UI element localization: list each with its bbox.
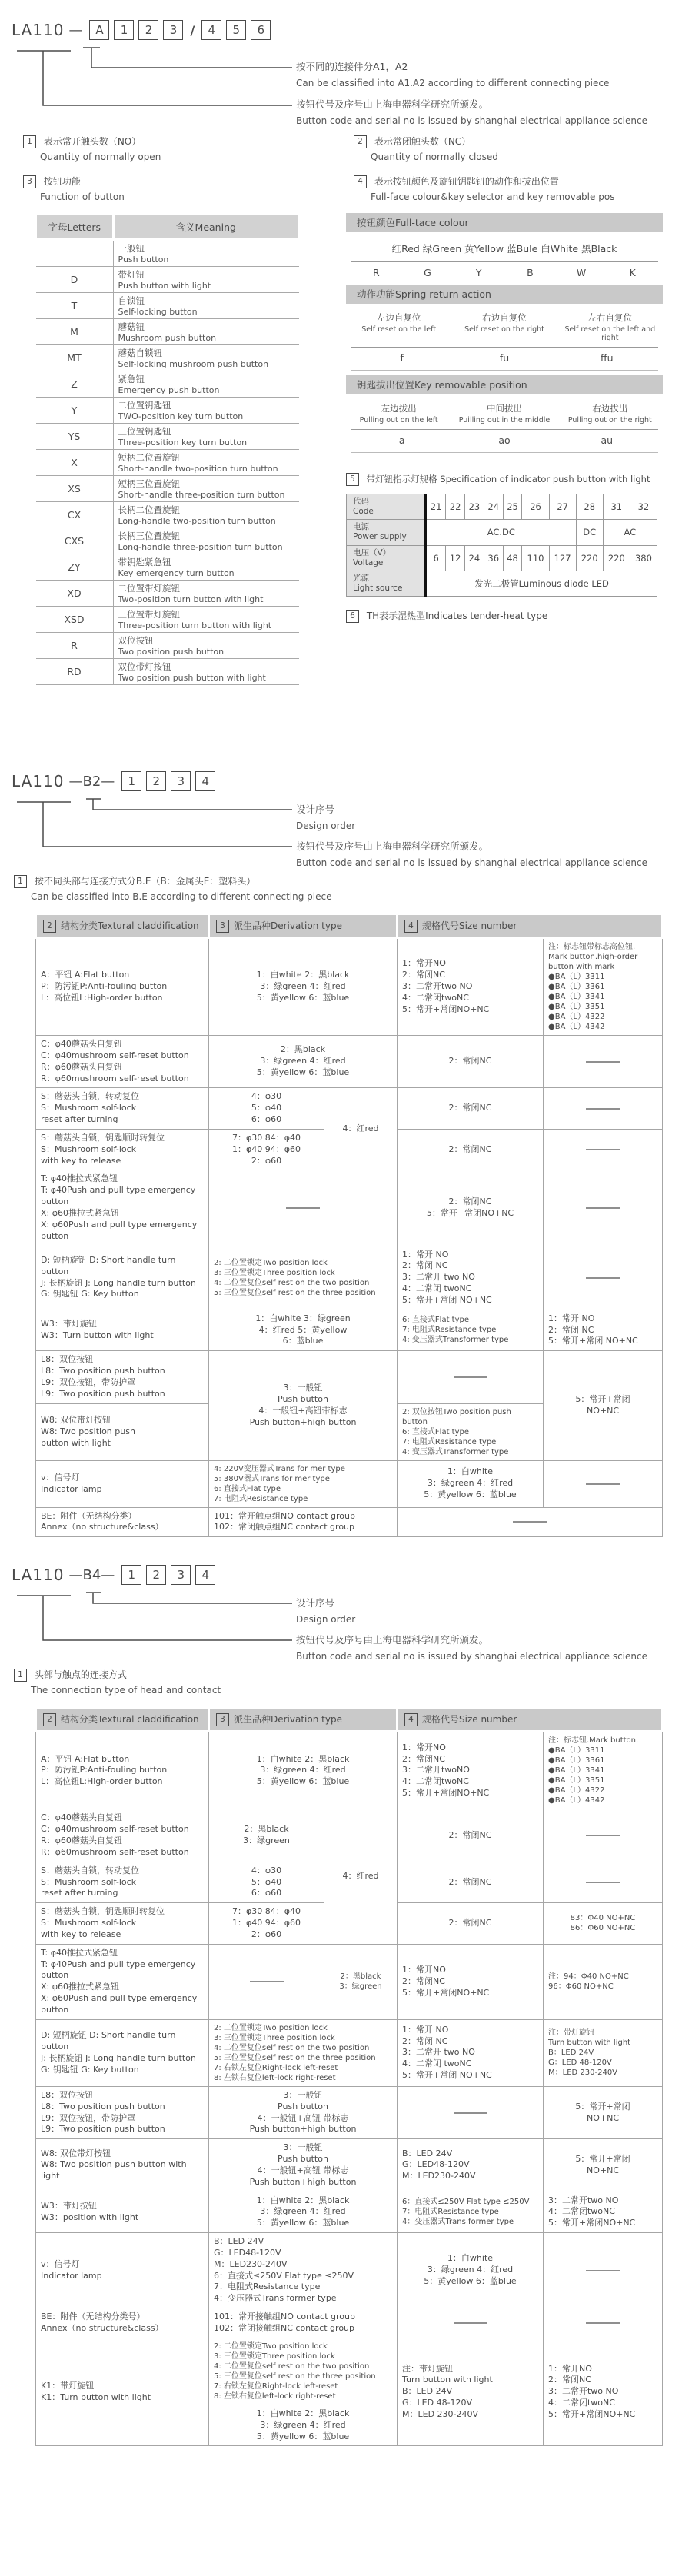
code-box-3: 3 (163, 20, 183, 40)
table-row: T: φ40推拉式紧急钮 T: φ40Push and pull type emergency button X: φ60推拉式紧急钮 X: φ60Push and pull type emergency button 2：常闭NC 5：常开+常闭NO+NC (36, 1170, 663, 1246)
table-row: MT 蘑菇自锁钮 Self-locking mushroom push button (36, 345, 299, 371)
colour-codes: R G Y B W K (351, 261, 658, 285)
item-1-number: 1 (23, 135, 36, 148)
model-b4-middle: —B4— (68, 1566, 115, 1583)
table-row: XS 短柄三位置旋钮 Short-handle three-position turn button (36, 476, 299, 502)
b4-item-1-en: The connection type of head and contact (31, 1685, 221, 1696)
table-row: CXS 长柄三位置旋钮 Long-handle three-position turn button (36, 528, 299, 554)
item-4-en: Full-face colour&key selector and key removable pos (371, 191, 615, 202)
table-row: 代码 Code 21 22 23 24 25 26 27 28 31 32 (347, 494, 657, 520)
item-2-en: Quantity of normally closed (371, 151, 498, 162)
item-5-number: 5 (346, 473, 359, 486)
table-row: BE：附件（无结构分类） Annex（no structure&class） 101：常开触点组NO contact group 102：常闭触点组NC contact group (36, 1507, 663, 1537)
serial-cn: 按钮代号及序号由上海电器科学研究所颁发。 (296, 1634, 489, 1646)
slash: / (190, 22, 195, 38)
b4-item-1-cn: 头部与触点的连接方式 (34, 1669, 127, 1681)
table-row: W3：带灯按钮 W3：position with light 1：白white 2：黑black 3：绿green 4：红red 5：黄yellow 6：蓝blue 6：直接式≤250V Flat type ≤250V 7：电阻式Resistance type 4：变压器式Trans former type 3：二常开two NO 4：二常闭twoNC 5：常开+常闭NO+NC (36, 2192, 663, 2233)
code-box-a: A (89, 20, 109, 40)
dash: — (68, 22, 83, 38)
item-6-text: TH表示湿热型Indicates tender-heat type (366, 611, 548, 621)
item-3 (23, 175, 354, 202)
table-row: C：φ40蘑菇头自复钮 C：φ40mushroom self-reset button R：φ60蘑菇头自复钮 R：φ60mushroom self-reset button 2：黑black 3：绿green 4：红red 2：常闭NC (36, 1809, 663, 1862)
table-row: YS 三位置钥匙钮 Three-position key turn button (36, 424, 299, 450)
table-row: CX 长柄二位置旋钮 Long-handle two-position turn button (36, 502, 299, 528)
table-row: T: φ40推拉式紧急钮 T: φ40Push and pull type emergency button X: φ60推拉式紧急钮 X: φ60Push and pull type emergency button 2：黑black 3：绿green 1：常开NO 2：常闭NC 5：常开+常闭NO+NC 注：94：Φ40 NO+NC 96：Φ60 NO+NC (36, 1944, 663, 2019)
k1-lock-options: 2: 二位置锁定Two position lock 3: 三位置锁定Three position lock 4: 二位置复位self rest on the two position 5: 三位置复位self rest on the three position 7: 右锁左复位Right-lock left-reset 8: 左锁右复位left-lock right-reset (214, 2341, 392, 2405)
item-4 (354, 175, 692, 202)
table-row: v：信号灯 Indicator lamp 4: 220V变压器式Trans for mer type 5: 380V器式Trans for mer type 6: 直接式Flat type 7: 电阻式Resistance type 1：白white 3：绿green 4：红red 5：黄yellow 6：蓝blue (36, 1460, 663, 1507)
table-row: K1：带灯旋钮 K1：Turn button with light 2: 二位置锁定Two position lock 3: 三位置锁定Three position lock 4: 二位置复位self rest on the two position 5: 三位置复位self rest on the three position 7: 右锁左复位Right-lock left-reset 8: 左锁右复位left-lock right-reset 1：白white 2：黑black 3：绿green 4：红red 5：黄yellow 6：蓝blue 注：带灯旋钮 Turn button with light B：LED 24V G：LED 48-120V M：LED 230-240V 1：常开NO 2：常闭NC 3：二常开two NO 4：二常闭twoNC 5：常开+常闭NO+NC (36, 2338, 663, 2446)
table-row: 电压（V） Voltage 6 12 24 36 48 110 127 220 220 380 (347, 545, 657, 571)
item-4-cn: 表示按钮颜色及旋钮钥匙钮的动作和拔出位置 (374, 176, 559, 187)
table-row: X 短柄二位置旋钮 Short-handle two-position turn button (36, 450, 299, 476)
code-box-1: 1 (121, 1565, 141, 1585)
design-order-cn: 设计序号 (296, 804, 335, 815)
legend-items (0, 135, 692, 202)
model-a-diagram (0, 0, 692, 135)
design-order-en: Design order (296, 1614, 356, 1626)
table-row: A：平钮 A:Flat button P：防污钮P:Anti-fouling button L：高位钮L:High-order button 1：白white 2：黑black 3：绿green 4：红red 5：黄yellow 6：蓝blue 1：常开NO 2：常闭NC 3：二常开twoNO 4：二常闭twoNC 5：常开+常闭NO+NC 注：标志钮.Mark button. ●BA（L）3311 ●BA（L）3361 ●BA（L）3341 ●BA（L）3351 ●BA（L）4322 ●BA（L）4342 (36, 1732, 663, 1809)
serial-cn: 按钮代号及序号由上海电器科学研究所颁发。 (296, 840, 489, 852)
code-box-4: 4 (201, 20, 221, 40)
table-row: W8: 双位带灯按钮 W8: Two position push button with light 2: 双位按钮Two position push button 6: 直接式Flat type 7: 电阻式Resistance type 4: 变压器式Transformer type (36, 1403, 663, 1460)
b4-item-1-number: 1 (14, 1669, 27, 1682)
code-box-4: 4 (195, 771, 215, 791)
colour-header-bar: 按钮颜色Full-tace colour (346, 213, 663, 232)
note-connecting-piece-cn: 按不同的连接件分A1，A2 (296, 61, 408, 72)
table-row: S：蘑菇头自锁，钥匙顺时转复位 S：Mushroom solf-lock with key to release 7：φ30 84：φ40 1：φ40 94：φ60 2：φ60 2：常闭NC (36, 1129, 663, 1170)
note-connecting-piece-en: Can be classified into A1.A2 according to different connecting piece (296, 78, 610, 88)
item-1 (23, 135, 354, 162)
table-header-row: 2 结构分类Textural claddification 3 派生品种Derivation type 4 规格代号Size number (36, 914, 663, 938)
table-row: 电源 Power supply AC.DC DC AC (347, 520, 657, 545)
spring-action-options: 左边自复位 Self reset on the left 右边自复位 Self reset on the right 左右自复位 Self reset on the left and right (361, 312, 656, 342)
model-a-code (12, 20, 273, 40)
table-row: XD 二位置带灯旋钮 Two-position turn button with light (36, 581, 299, 607)
key-position-options: 左边拔出 Pulling out on the left 中间拔出 Puilling out in the middle 右边拔出 Pulling out on the right (359, 403, 652, 424)
item-3-cn: 按钮功能 (43, 176, 81, 187)
code-box-1: 1 (121, 771, 141, 791)
code-box-2: 2 (146, 771, 166, 791)
design-order-cn: 设计序号 (296, 1597, 335, 1609)
code-box-3: 3 (171, 771, 191, 791)
item-2 (354, 135, 692, 162)
table-row: S：蘑菇头自锁，转动复位 S：Mushroom solf-lock reset after turning 4：φ30 5：φ40 6：φ60 2：常闭NC (36, 1862, 663, 1903)
table-row: S：蘑菇头自锁，钥匙顺时转复位 S：Mushroom solf-lock with key to release 7：φ30 84：φ40 1：φ40 94：φ60 2：φ60 2：常闭NC 83：Φ40 NO+NC 86：Φ60 NO+NC (36, 1903, 663, 1945)
table-row: S：蘑菇头自锁，转动复位 S：Mushroom solf-lock reset after turning 4：φ30 5：φ40 6：φ60 4：红red 2：常闭NC (36, 1088, 663, 1130)
shared-red-cell: 4：红red (324, 1088, 398, 1170)
colour-names: 红Red 绿Green 黄Yellow 蓝Bule 白White 黑Black (391, 243, 617, 255)
code-box-3: 3 (171, 1565, 191, 1585)
b2-item-1 (0, 874, 692, 902)
b4-item-1 (0, 1668, 692, 1696)
code-box-1: 1 (114, 20, 134, 40)
item-3-number: 3 (23, 175, 36, 188)
item-5 (346, 473, 663, 486)
item-1-cn: 表示常开触头数（NO） (43, 136, 141, 147)
model-b4-code (12, 1565, 218, 1585)
code-box-5: 5 (226, 20, 246, 40)
model-prefix: LA110 (12, 772, 65, 790)
table-row: RD 双位带灯按钮 Two position push button with light (36, 659, 299, 685)
table-row: 光源 Light source 发光二极管Luminous diode LED (347, 571, 657, 596)
table-row: 一般钮 Push button (36, 240, 299, 267)
table-row: Y 二位置钥匙钮 TWO-position key turn button (36, 398, 299, 424)
table-row: D: 短柄旋钮 D: Short handle turn button J: 长柄旋钮 J: Long handle turn button G: 钥匙钮 G: Key button 2: 二位置锁定Two position lock 3: 三位置锁定Three position lock 4: 二位置复位self rest on the two position 5: 三位置复位self rest on the three position 1：常开 NO 2：常闭 NC 3：二常开 two NO 4：二常闭 twoNC 5：常开+常闭 NO+NC (36, 1246, 663, 1310)
item-1-en: Quantity of normally open (40, 151, 161, 162)
model-b2-code (12, 771, 218, 791)
table-row: L8：双位按钮 L8：Two position push button L9：双位按钮，带防护罩 L9：Two position push button 3：一般钮 Push button 4：一般钮+高钮带标志 Push button+high button 5：常开+常闭 NO+NC (36, 1351, 663, 1403)
model-prefix: LA110 (12, 21, 65, 39)
model-b2-middle: —B2— (68, 773, 115, 790)
table-row: W3：带灯旋钮 W3：Turn button with light 1：白white 3：绿green 4：红red 5：黄yellow 6：蓝blue 6: 直接式Flat type 7: 电阻式Resistance type 4: 变压器式Transformer type 1：常开 NO 2：常闭 NC 5：常开+常闭 NO+NC (36, 1310, 663, 1351)
code-box-2: 2 (146, 1565, 166, 1585)
letters-col-header: 字母Letters (36, 215, 114, 240)
table-row: D: 短柄旋钮 D: Short handle turn button J: 长柄旋钮 J: Long handle turn button G: 钥匙钮 G: Key button 2: 二位置锁定Two position lock 3: 三位置锁定Three position lock 4: 二位置复位self rest on the two position 5: 三位置复位self rest on the three position 7: 右锁左复位Right-lock left-reset 8: 左锁右复位left-lock right-reset 1：常开 NO 2：常闭 NC 3：二常开 two NO 4：二常闭 twoNC 5：常开+常闭 NO+NC 注：带灯旋钮 Turn button with light B：LED 24V G：LED 48-120V M：LED 230-240V (36, 2019, 663, 2086)
note-serial-en: Button code and serial no is issued by shanghai electrical appliance science (296, 115, 647, 126)
b4-classification-table (35, 1706, 664, 2446)
key-position-codes: a ao au (351, 429, 658, 453)
spring-action-header-bar: 动作功能Spring return action (346, 285, 663, 304)
code-box-4: 4 (195, 1565, 215, 1585)
b2-item-1-number: 1 (14, 875, 27, 888)
table-row: ZY 带钥匙紧急钮 Key emergency turn button (36, 554, 299, 581)
item-4-number: 4 (354, 175, 367, 188)
table-row: R 双位按钮 Two position push button (36, 633, 299, 659)
item-2-cn: 表示常闭触头数（NC） (374, 136, 471, 147)
design-order-en: Design order (296, 820, 356, 831)
table-row: A：平钮 A:Flat button P：防污钮P:Anti-fouling button L：高位钮L:High-order button 1：白white 2：黑black 3：绿green 4：红red 5：黄yellow 6：蓝blue 1：常开NO 2：常闭NC 3：二常开two NO 4：二常闭twoNC 5：常开+常闭NO+NC 注：标志钮带标志高位钮. Mark button.high-order button with mark ●BA（L）3311 ●BA（L）3361 ●BA（L）3341 ●BA（L）3351 ●BA（L）4322 ●BA（L）4342 (36, 938, 663, 1036)
model-b2-diagram (0, 751, 692, 874)
spring-action-codes: f fu ffu (351, 347, 658, 371)
table-row: C：φ40蘑菇头自复钮 C：φ40mushroom self-reset button R：φ60蘑菇头自复钮 R：φ60mushroom self-reset button 2：黑black 3：绿green 4：红red 5：黄yellow 6：蓝blue 2：常闭NC (36, 1036, 663, 1088)
table-row: L8：双位按钮 L8：Two position push button L9：双位按钮，带防护罩 L9：Two position push button 3：一般钮 Push button 4：一般钮+高钮 带标志 Push button+high button 5：常开+常闭 NO+NC (36, 2086, 663, 2138)
serial-en: Button code and serial no is issued by shanghai electrical appliance science (296, 1651, 647, 1662)
table-row: W8: 双位带灯按钮 W8: Two position push button with light 3：一般钮 Push button 4：一般钮+高钮 带标志 Push button+high button B：LED 24V G：LED48-120V M：LED230-240V 5：常开+常闭 NO+NC (36, 2139, 663, 2192)
item-5-title: 带灯钮指示灯规格 Specification of indicator push button with light (366, 474, 650, 484)
shared-red-cell: 4：红red (324, 1809, 398, 1944)
b2-classification-table (35, 913, 664, 1537)
item-2-number: 2 (354, 135, 367, 148)
table-row: Z 紧急钮 Emergency push button (36, 371, 299, 398)
code-box-6: 6 (251, 20, 271, 40)
table-row: BE：附件（无结构分类号） Annex（no structure&class） 101：常开接触组NO contact group 102：常闭接触组NC contact group (36, 2308, 663, 2338)
serial-en: Button code and serial no is issued by shanghai electrical appliance science (296, 857, 647, 868)
colour-and-action-panel (346, 213, 663, 623)
table-row: M 蘑菇钮 Mushroom push button (36, 319, 299, 345)
meaning-col-header: 含义Meaning (113, 215, 299, 240)
letters-meaning-table (35, 213, 300, 685)
item-6-number: 6 (346, 610, 359, 623)
table-row: v：信号灯 Indicator lamp B：LED 24V G：LED48-120V M：LED230-240V 6：直接式≤250V Flat type ≤250V 7：电阻式Resistance type 4：变压器式Trans former type 1：白white 3：绿green 4：红red 5：黄yellow 6：蓝blue (36, 2233, 663, 2308)
function-and-colour-section (0, 213, 692, 751)
indicator-spec-table (346, 494, 657, 597)
model-prefix: LA110 (12, 1566, 65, 1585)
b2-item-1-en: Can be classified into B.E according to different connecting piece (31, 891, 332, 902)
table-row: XSD 三位置带灯旋钮 Three-position turn button with light (36, 607, 299, 633)
code-box-2: 2 (138, 20, 158, 40)
table-header-row: 2 结构分类Textural claddification 3 派生品种Derivation type 4 规格代号Size number (36, 1708, 663, 1732)
b2-item-1-cn: 按不同头部与连接方式分B.E（B：金属头E：塑料头） (34, 876, 256, 887)
note-serial-cn: 按钮代号及序号由上海电器科学研究所颁发。 (296, 98, 489, 110)
table-row: T 自锁钮 Self-locking button (36, 293, 299, 319)
item-3-en: Function of button (40, 191, 125, 202)
table-row: D 带灯钮 Push button with light (36, 267, 299, 293)
model-b4-diagram (0, 1545, 692, 1668)
k1-colour-options: 1：白white 2：黑black 3：绿green 4：红red 5：黄yellow 6：蓝blue (256, 2408, 350, 2441)
item-6 (346, 609, 663, 623)
key-position-header-bar: 钥匙拔出位置Key removable position (346, 375, 663, 394)
